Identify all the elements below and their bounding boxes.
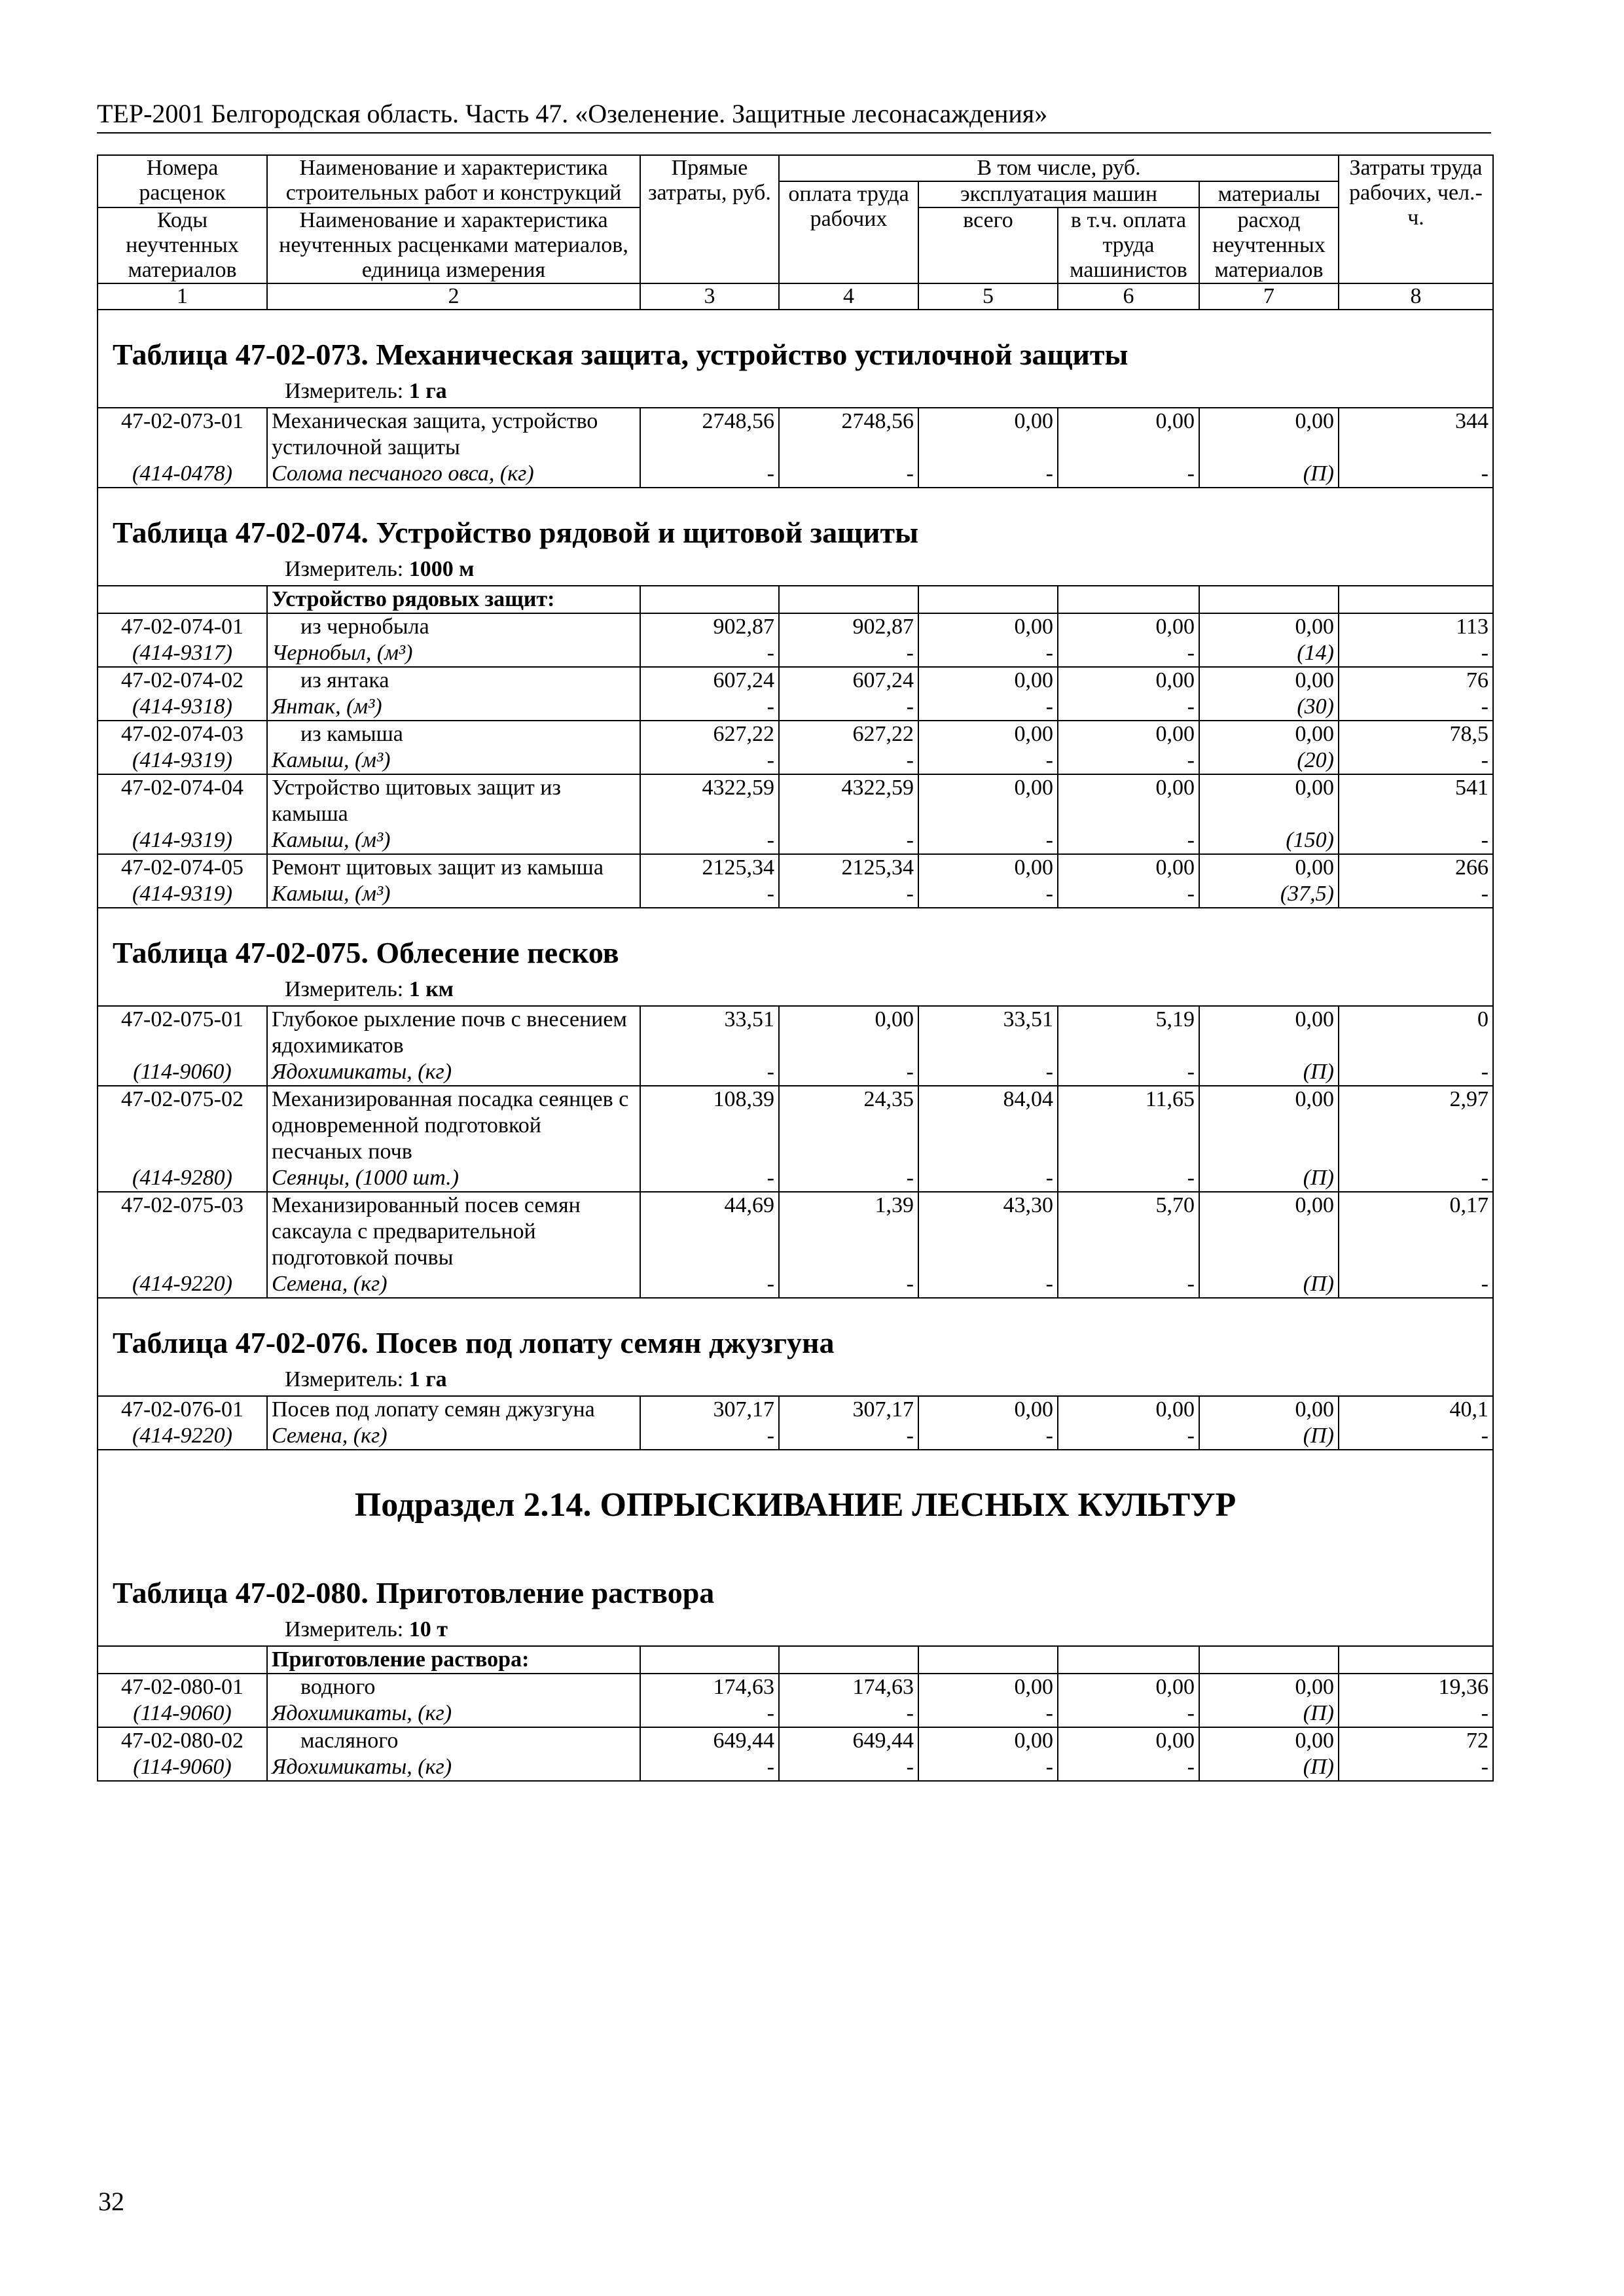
- dash-cell: -: [1058, 1700, 1199, 1727]
- dash-cell: -: [779, 640, 918, 667]
- value-mat: 0,00: [1199, 613, 1339, 640]
- value-mat: 0,00: [1199, 854, 1339, 881]
- dash-cell: -: [918, 1165, 1058, 1192]
- material-qty: (П): [1199, 1165, 1339, 1192]
- group-empty-cell: [779, 586, 918, 613]
- table-caption-row: [98, 1549, 1493, 1614]
- rate-code: 47-02-074-05: [98, 854, 267, 881]
- value-mach: 0,00: [918, 1674, 1058, 1700]
- dash-cell: -: [1339, 881, 1493, 908]
- table-row: [98, 1727, 1493, 1754]
- meter: [98, 1364, 1493, 1396]
- work-name: Механизированный посев семян саксаула с предварительной подготовкой почвы: [267, 1192, 640, 1271]
- material-row: [98, 827, 1493, 854]
- value-mat: 0,00: [1199, 1006, 1339, 1059]
- dash-cell: -: [918, 461, 1058, 488]
- material-name: Солома песчаного овса, (кг): [267, 461, 640, 488]
- material-qty: (П): [1199, 461, 1339, 488]
- work-name: Ремонт щитовых защит из камыша: [267, 854, 640, 881]
- material-row: [98, 1754, 1493, 1781]
- table-row: [98, 408, 1493, 461]
- value-hours: 40,1: [1339, 1396, 1493, 1423]
- table-caption: Таблица 47-02-076. Посев под лопату семян джузгуна: [98, 1298, 1493, 1364]
- material-row: [98, 1700, 1493, 1727]
- dash-cell: -: [1339, 1165, 1493, 1192]
- value-mat: 0,00: [1199, 1192, 1339, 1271]
- material-row: [98, 1423, 1493, 1450]
- material-name: Янтак, (м³): [267, 694, 640, 721]
- value-machinist: 0,00: [1058, 408, 1199, 461]
- column-number: 2: [267, 283, 640, 310]
- value-direct: 307,17: [640, 1396, 779, 1423]
- subsection-heading-row: [98, 1450, 1493, 1549]
- value-machinist: 0,00: [1058, 854, 1199, 881]
- meter-row: [98, 974, 1493, 1006]
- rate-code: 47-02-073-01: [98, 408, 267, 461]
- value-direct: 4322,59: [640, 774, 779, 827]
- material-qty: (П): [1199, 1423, 1339, 1450]
- material-code: (414-9319): [98, 747, 267, 774]
- page-number: 32: [98, 2187, 124, 2216]
- dash-cell: -: [1339, 1700, 1493, 1727]
- rate-code: 47-02-076-01: [98, 1396, 267, 1423]
- dash-cell: -: [640, 1754, 779, 1781]
- dash-cell: -: [1339, 694, 1493, 721]
- value-mat: 0,00: [1199, 1674, 1339, 1700]
- header-machines-total: всего: [918, 207, 1058, 283]
- value-direct: 174,63: [640, 1674, 779, 1700]
- dash-cell: -: [640, 827, 779, 854]
- material-row: [98, 461, 1493, 488]
- meter-row: [98, 554, 1493, 586]
- header-direct-costs: Прямые затраты, руб.: [640, 155, 779, 283]
- price-table: [97, 154, 1494, 1782]
- value-machinist: 0,00: [1058, 1674, 1199, 1700]
- table-row: [98, 667, 1493, 694]
- material-code: (414-9319): [98, 881, 267, 908]
- group-empty-cell: [1199, 586, 1339, 613]
- group-empty-cell: [918, 1646, 1058, 1674]
- value-hours: 0,17: [1339, 1192, 1493, 1271]
- work-name: из янтака: [267, 667, 640, 694]
- value-machinist: 0,00: [1058, 1727, 1199, 1754]
- value-direct: 627,22: [640, 721, 779, 747]
- value-mach: 0,00: [918, 613, 1058, 640]
- header-materials-unaccounted: расход неучтенных материалов: [1199, 207, 1339, 283]
- table-caption-row: [98, 488, 1493, 554]
- rate-code: 47-02-074-04: [98, 774, 267, 827]
- dash-cell: -: [640, 1059, 779, 1086]
- value-mach: 0,00: [918, 667, 1058, 694]
- value-mach: 0,00: [918, 854, 1058, 881]
- dash-cell: -: [1058, 1423, 1199, 1450]
- value-hours: 78,5: [1339, 721, 1493, 747]
- dash-cell: -: [779, 1754, 918, 1781]
- value-hours: 19,36: [1339, 1674, 1493, 1700]
- value-labor: 902,87: [779, 613, 918, 640]
- dash-cell: -: [918, 747, 1058, 774]
- table-caption-row: [98, 1298, 1493, 1364]
- meter-label: Измеритель:: [285, 379, 404, 403]
- dash-cell: -: [779, 1165, 918, 1192]
- table-caption: Таблица 47-02-075. Облесение песков: [98, 908, 1493, 974]
- subsection-heading: Подраздел 2.14. ОПРЫСКИВАНИЕ ЛЕСНЫХ КУЛЬТУР: [98, 1450, 1493, 1549]
- value-mach: 0,00: [918, 1727, 1058, 1754]
- value-direct: 33,51: [640, 1006, 779, 1059]
- meter-label: Измеритель:: [285, 1617, 404, 1641]
- meter-label: Измеритель:: [285, 557, 404, 581]
- table-row: [98, 721, 1493, 747]
- dash-cell: -: [918, 881, 1058, 908]
- meter-unit: 1 км: [408, 977, 454, 1001]
- dash-cell: -: [1339, 1423, 1493, 1450]
- value-machinist: 5,70: [1058, 1192, 1199, 1271]
- material-qty: (150): [1199, 827, 1339, 854]
- value-hours: 541: [1339, 774, 1493, 827]
- material-code: (114-9060): [98, 1059, 267, 1086]
- dash-cell: -: [1339, 1059, 1493, 1086]
- dash-cell: -: [1058, 827, 1199, 854]
- dash-cell: -: [1058, 1271, 1199, 1298]
- value-mach: 33,51: [918, 1006, 1058, 1059]
- dash-cell: -: [1058, 1059, 1199, 1086]
- material-row: [98, 1165, 1493, 1192]
- material-qty: (П): [1199, 1700, 1339, 1727]
- work-name: из камыша: [267, 721, 640, 747]
- column-number: 6: [1058, 283, 1199, 310]
- value-direct: 108,39: [640, 1086, 779, 1165]
- material-code: (414-9318): [98, 694, 267, 721]
- group-label: Устройство рядовых защит:: [267, 586, 640, 613]
- material-name: Ядохимикаты, (кг): [267, 1059, 640, 1086]
- table-body: [98, 310, 1493, 1781]
- value-mach: 0,00: [918, 721, 1058, 747]
- header-rate-numbers: Номера расценок: [98, 155, 267, 207]
- dash-cell: -: [1339, 827, 1493, 854]
- header-labor-pay: оплата труда рабочих: [779, 181, 918, 283]
- material-qty: (14): [1199, 640, 1339, 667]
- material-name: Ядохимикаты, (кг): [267, 1754, 640, 1781]
- table-caption: Таблица 47-02-074. Устройство рядовой и щитовой защиты: [98, 488, 1493, 554]
- dash-cell: -: [918, 1754, 1058, 1781]
- dash-cell: -: [1339, 1271, 1493, 1298]
- dash-cell: -: [640, 461, 779, 488]
- meter-unit: 10 т: [408, 1617, 448, 1641]
- material-code: (114-9060): [98, 1700, 267, 1727]
- dash-cell: -: [640, 1271, 779, 1298]
- group-code-cell: [98, 1646, 267, 1674]
- value-mat: 0,00: [1199, 1727, 1339, 1754]
- meter-row: [98, 1614, 1493, 1646]
- work-name: Механизированная посадка сеянцев с одновременной подготовкой песчаных почв: [267, 1086, 640, 1165]
- dash-cell: -: [779, 1059, 918, 1086]
- dash-cell: -: [640, 640, 779, 667]
- group-row: [98, 586, 1493, 613]
- group-empty-cell: [1058, 1646, 1199, 1674]
- value-labor: 649,44: [779, 1727, 918, 1754]
- material-name: Камыш, (м³): [267, 827, 640, 854]
- rate-code: 47-02-080-02: [98, 1727, 267, 1754]
- value-labor: 307,17: [779, 1396, 918, 1423]
- group-empty-cell: [1058, 586, 1199, 613]
- material-name: Ядохимикаты, (кг): [267, 1700, 640, 1727]
- table-header: [98, 155, 1493, 310]
- dash-cell: -: [918, 1423, 1058, 1450]
- dash-cell: -: [779, 827, 918, 854]
- rate-code: 47-02-075-02: [98, 1086, 267, 1165]
- dash-cell: -: [1058, 1165, 1199, 1192]
- rate-code: 47-02-075-03: [98, 1192, 267, 1271]
- group-empty-cell: [779, 1646, 918, 1674]
- dash-cell: -: [1339, 747, 1493, 774]
- material-code: (414-9317): [98, 640, 267, 667]
- table-caption-row: [98, 310, 1493, 376]
- material-row: [98, 694, 1493, 721]
- value-labor: 607,24: [779, 667, 918, 694]
- material-name: Камыш, (м³): [267, 881, 640, 908]
- meter-label: Измеритель:: [285, 977, 404, 1001]
- table-row: [98, 1006, 1493, 1059]
- dash-cell: -: [779, 1423, 918, 1450]
- table-row: [98, 1396, 1493, 1423]
- header-labor-costs: Затраты труда рабочих, чел.-ч.: [1339, 155, 1493, 283]
- running-head: ТЕР-2001 Белгородская область. Часть 47. «Озеленение. Защитные лесонасаждения»: [97, 98, 1491, 134]
- dash-cell: -: [1058, 694, 1199, 721]
- material-row: [98, 881, 1493, 908]
- table-row: [98, 774, 1493, 827]
- dash-cell: -: [640, 881, 779, 908]
- material-code: (414-9220): [98, 1423, 267, 1450]
- value-machinist: 0,00: [1058, 1396, 1199, 1423]
- value-direct: 44,69: [640, 1192, 779, 1271]
- group-label: Приготовление раствора:: [267, 1646, 640, 1674]
- dash-cell: -: [918, 694, 1058, 721]
- dash-cell: -: [918, 827, 1058, 854]
- value-labor: 2748,56: [779, 408, 918, 461]
- dash-cell: -: [1339, 640, 1493, 667]
- group-empty-cell: [1339, 1646, 1493, 1674]
- meter: [98, 376, 1493, 408]
- value-labor: 2125,34: [779, 854, 918, 881]
- dash-cell: -: [1058, 461, 1199, 488]
- material-qty: (20): [1199, 747, 1339, 774]
- value-machinist: 0,00: [1058, 721, 1199, 747]
- header-including: В том числе, руб.: [779, 155, 1339, 181]
- rate-code: 47-02-080-01: [98, 1674, 267, 1700]
- value-machinist: 0,00: [1058, 613, 1199, 640]
- column-number: 8: [1339, 283, 1493, 310]
- dash-cell: -: [779, 747, 918, 774]
- value-labor: 627,22: [779, 721, 918, 747]
- value-mat: 0,00: [1199, 1086, 1339, 1165]
- material-code: (414-9280): [98, 1165, 267, 1192]
- table-row: [98, 613, 1493, 640]
- dash-cell: -: [640, 1165, 779, 1192]
- value-labor: 4322,59: [779, 774, 918, 827]
- material-qty: (П): [1199, 1059, 1339, 1086]
- value-hours: 2,97: [1339, 1086, 1493, 1165]
- value-mach: 0,00: [918, 408, 1058, 461]
- material-code: (414-0478): [98, 461, 267, 488]
- dash-cell: -: [640, 1423, 779, 1450]
- dash-cell: -: [1058, 1754, 1199, 1781]
- dash-cell: -: [779, 881, 918, 908]
- material-qty: (П): [1199, 1271, 1339, 1298]
- dash-cell: -: [779, 461, 918, 488]
- material-row: [98, 640, 1493, 667]
- meter-label: Измеритель:: [285, 1367, 404, 1391]
- dash-cell: -: [779, 1271, 918, 1298]
- value-direct: 902,87: [640, 613, 779, 640]
- column-number: 4: [779, 283, 918, 310]
- value-direct: 2125,34: [640, 854, 779, 881]
- value-labor: 1,39: [779, 1192, 918, 1271]
- dash-cell: -: [1058, 640, 1199, 667]
- value-hours: 266: [1339, 854, 1493, 881]
- material-name: Сеянцы, (1000 шт.): [267, 1165, 640, 1192]
- work-name: Глубокое рыхление почв с внесением ядохимикатов: [267, 1006, 640, 1059]
- value-direct: 649,44: [640, 1727, 779, 1754]
- header-material-names: Наименование и характеристика неучтенных расценками материалов, единица измерения: [267, 207, 640, 283]
- value-direct: 607,24: [640, 667, 779, 694]
- group-empty-cell: [640, 1646, 779, 1674]
- value-machinist: 11,65: [1058, 1086, 1199, 1165]
- table-caption: Таблица 47-02-080. Приготовление раствора: [98, 1549, 1493, 1614]
- meter: [98, 554, 1493, 586]
- dash-cell: -: [1339, 461, 1493, 488]
- material-row: [98, 747, 1493, 774]
- meter-unit: 1 га: [408, 1367, 447, 1391]
- value-mat: 0,00: [1199, 667, 1339, 694]
- work-name: Механическая защита, устройство устилочной защиты: [267, 408, 640, 461]
- column-number: 1: [98, 283, 267, 310]
- table-row: [98, 1674, 1493, 1700]
- header-machinists-pay: в т.ч. оплата труда машинистов: [1058, 207, 1199, 283]
- dash-cell: -: [640, 1700, 779, 1727]
- table-row: [98, 1192, 1493, 1271]
- value-hours: 344: [1339, 408, 1493, 461]
- value-hours: 76: [1339, 667, 1493, 694]
- dash-cell: -: [918, 1700, 1058, 1727]
- table-caption-row: [98, 908, 1493, 974]
- header-machines: эксплуатация машин: [918, 181, 1199, 207]
- value-labor: 24,35: [779, 1086, 918, 1165]
- dash-cell: -: [918, 640, 1058, 667]
- material-code: (414-9319): [98, 827, 267, 854]
- meter-unit: 1000 м: [408, 557, 475, 581]
- group-empty-cell: [640, 586, 779, 613]
- dash-cell: -: [918, 1271, 1058, 1298]
- group-row: [98, 1646, 1493, 1674]
- value-mat: 0,00: [1199, 1396, 1339, 1423]
- material-name: Камыш, (м³): [267, 747, 640, 774]
- material-code: (114-9060): [98, 1754, 267, 1781]
- header-work-name: Наименование и характеристика строительных работ и конструкций: [267, 155, 640, 207]
- value-hours: 113: [1339, 613, 1493, 640]
- material-name: Семена, (кг): [267, 1271, 640, 1298]
- work-name: Устройство щитовых защит из камыша: [267, 774, 640, 827]
- table-caption: Таблица 47-02-073. Механическая защита, устройство устилочной защиты: [98, 310, 1493, 376]
- material-qty: (37,5): [1199, 881, 1339, 908]
- value-machinist: 0,00: [1058, 774, 1199, 827]
- value-hours: 72: [1339, 1727, 1493, 1754]
- value-hours: 0: [1339, 1006, 1493, 1059]
- dash-cell: -: [918, 1059, 1058, 1086]
- value-mat: 0,00: [1199, 721, 1339, 747]
- rate-code: 47-02-075-01: [98, 1006, 267, 1059]
- dash-cell: -: [779, 1700, 918, 1727]
- group-empty-cell: [1339, 586, 1493, 613]
- work-name: масляного: [267, 1727, 640, 1754]
- rate-code: 47-02-074-03: [98, 721, 267, 747]
- material-row: [98, 1059, 1493, 1086]
- value-mach: 0,00: [918, 1396, 1058, 1423]
- dash-cell: -: [640, 747, 779, 774]
- value-labor: 174,63: [779, 1674, 918, 1700]
- value-mach: 43,30: [918, 1192, 1058, 1271]
- group-empty-cell: [1199, 1646, 1339, 1674]
- dash-cell: -: [1339, 1754, 1493, 1781]
- group-empty-cell: [918, 586, 1058, 613]
- value-machinist: 0,00: [1058, 667, 1199, 694]
- column-number: 5: [918, 283, 1058, 310]
- meter-row: [98, 376, 1493, 408]
- column-number: 3: [640, 283, 779, 310]
- dash-cell: -: [1058, 747, 1199, 774]
- material-name: Семена, (кг): [267, 1423, 640, 1450]
- meter: [98, 974, 1493, 1006]
- table-row: [98, 1086, 1493, 1165]
- rate-code: 47-02-074-01: [98, 613, 267, 640]
- material-qty: (30): [1199, 694, 1339, 721]
- value-mach: 84,04: [918, 1086, 1058, 1165]
- dash-cell: -: [1058, 881, 1199, 908]
- value-mat: 0,00: [1199, 408, 1339, 461]
- value-direct: 2748,56: [640, 408, 779, 461]
- dash-cell: -: [779, 694, 918, 721]
- material-qty: (П): [1199, 1754, 1339, 1781]
- dash-cell: -: [640, 694, 779, 721]
- material-name: Чернобыл, (м³): [267, 640, 640, 667]
- header-material-codes: Коды неучтенных материалов: [98, 207, 267, 283]
- value-mach: 0,00: [918, 774, 1058, 827]
- meter: [98, 1614, 1493, 1646]
- work-name: Посев под лопату семян джузгуна: [267, 1396, 640, 1423]
- column-number: 7: [1199, 283, 1339, 310]
- work-name: водного: [267, 1674, 640, 1700]
- rate-code: 47-02-074-02: [98, 667, 267, 694]
- value-mat: 0,00: [1199, 774, 1339, 827]
- material-code: (414-9220): [98, 1271, 267, 1298]
- group-code-cell: [98, 586, 267, 613]
- header-materials: материалы: [1199, 181, 1339, 207]
- material-row: [98, 1271, 1493, 1298]
- meter-unit: 1 га: [408, 379, 447, 403]
- meter-row: [98, 1364, 1493, 1396]
- value-labor: 0,00: [779, 1006, 918, 1059]
- value-machinist: 5,19: [1058, 1006, 1199, 1059]
- table-row: [98, 854, 1493, 881]
- work-name: из чернобыла: [267, 613, 640, 640]
